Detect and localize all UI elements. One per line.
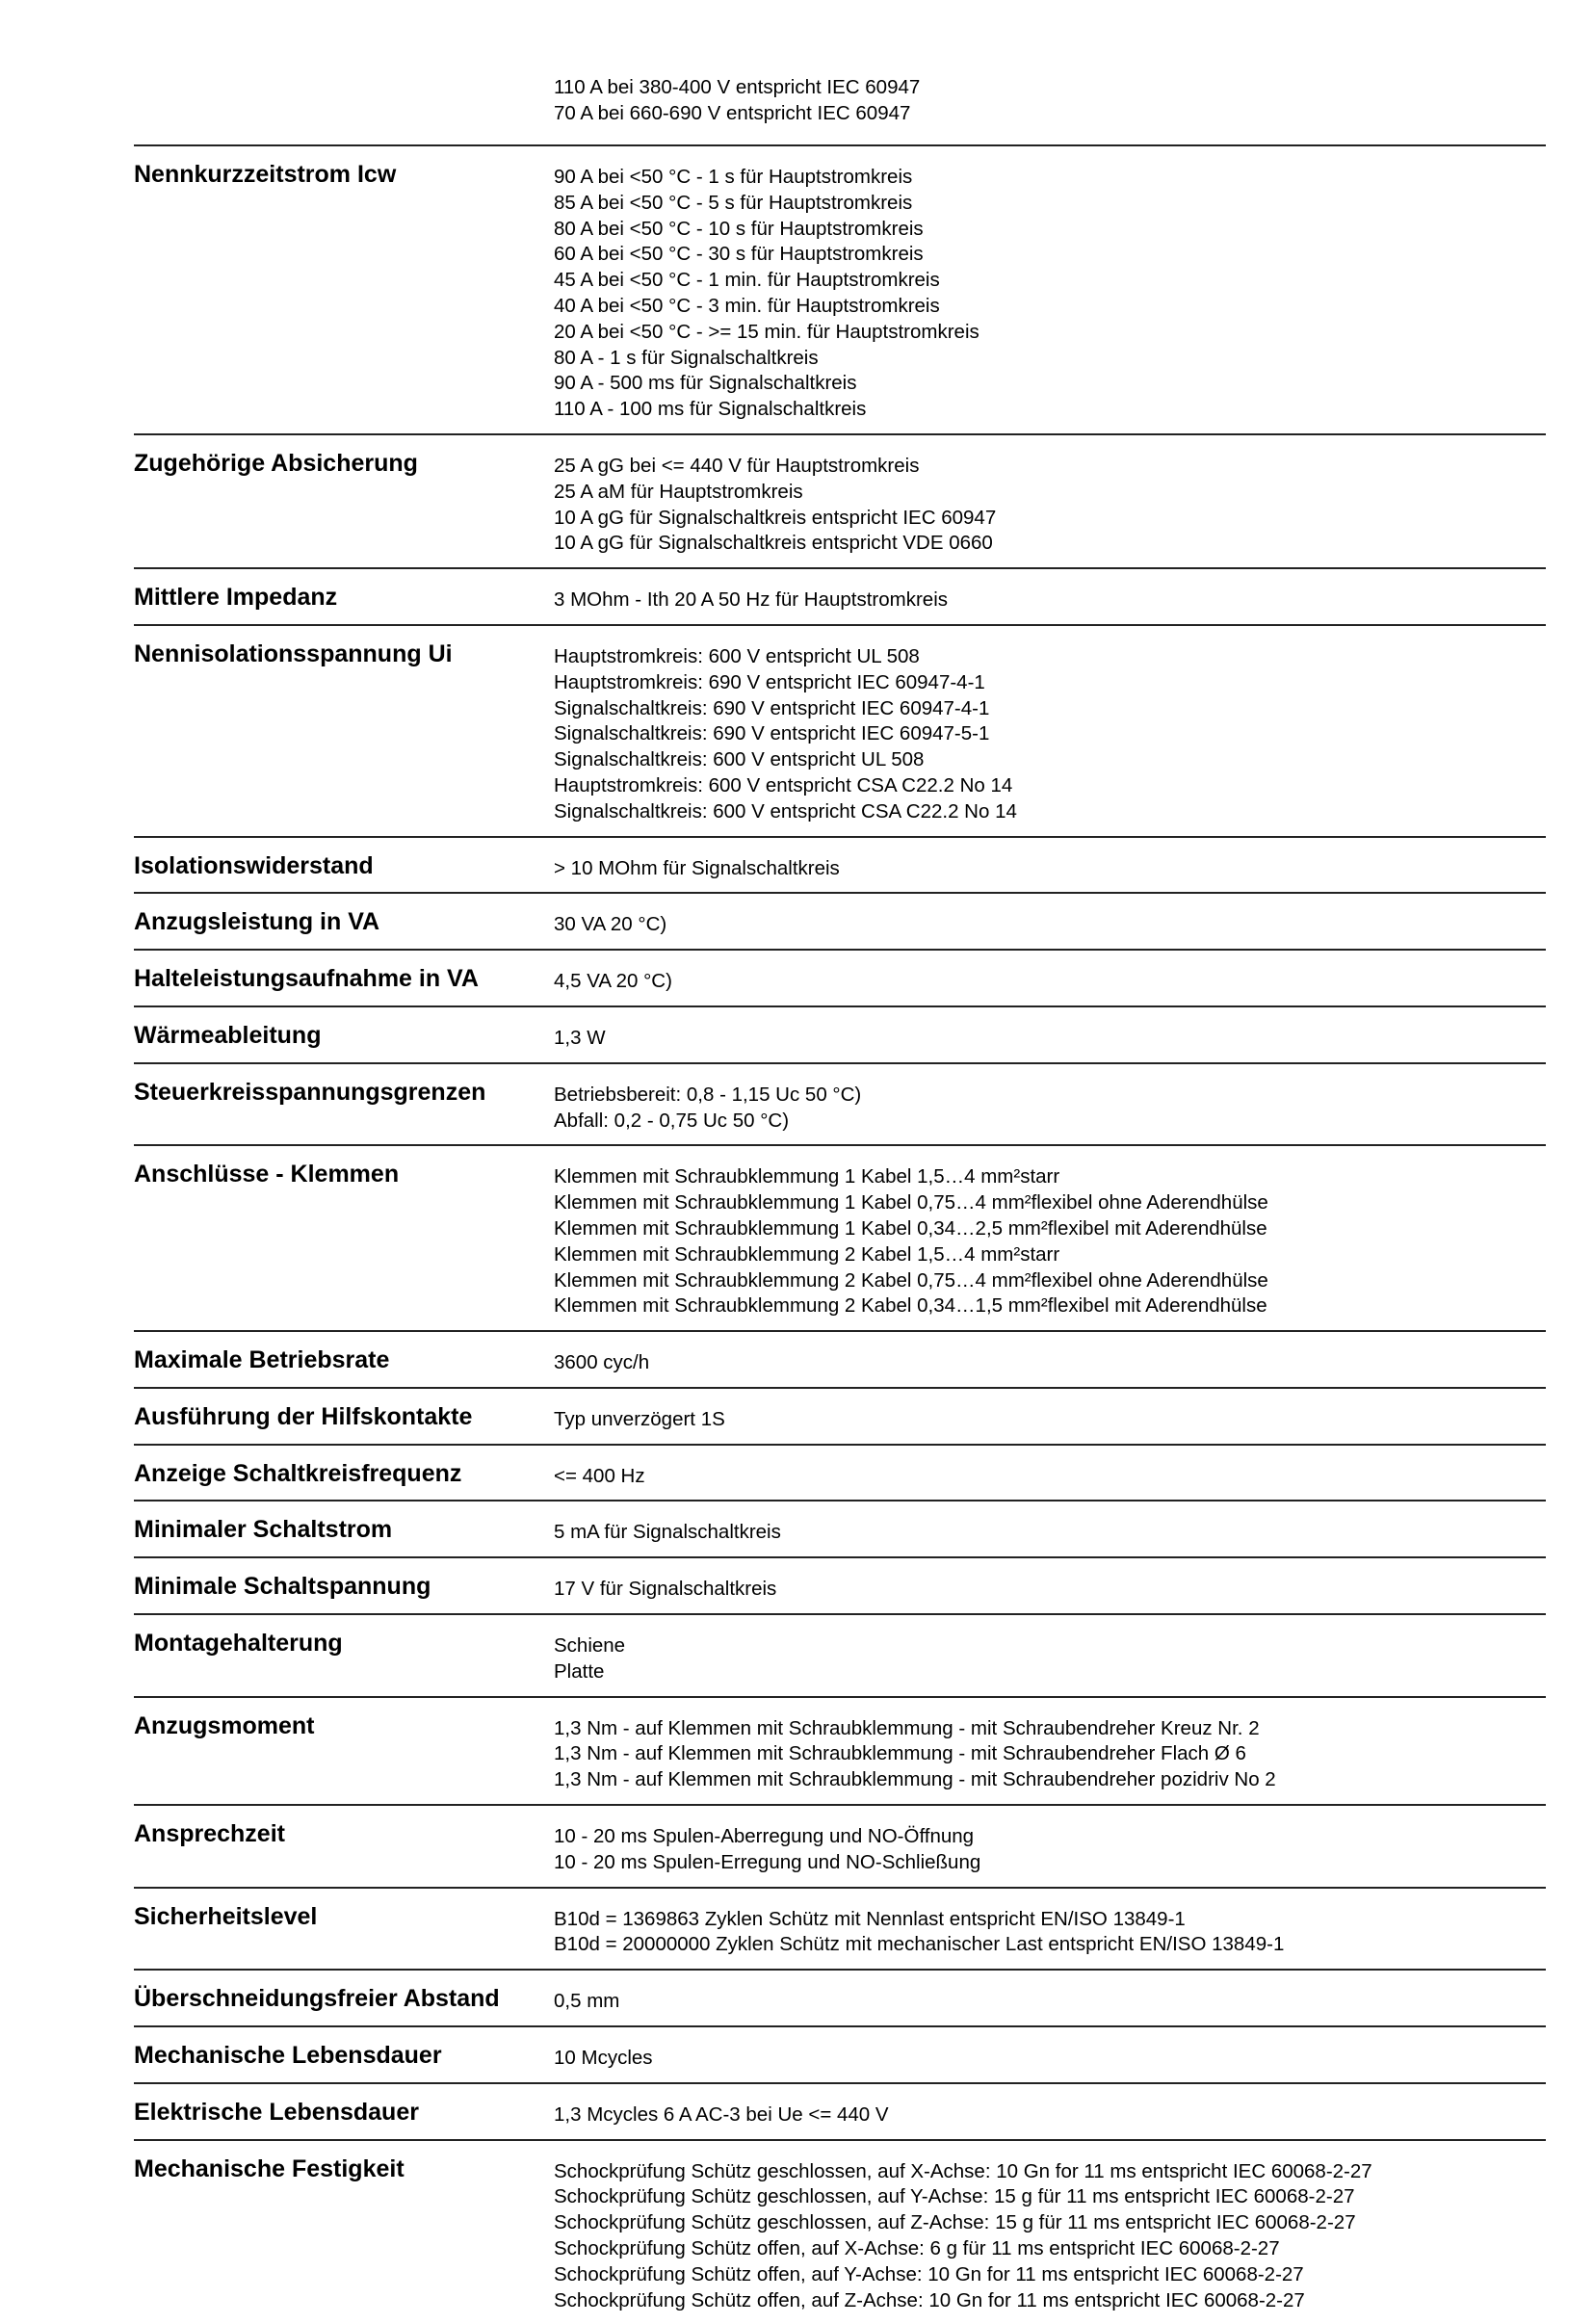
spec-label: Anzugsmoment bbox=[134, 1711, 315, 1739]
spec-value-line: 90 A bei <50 °C - 1 s für Hauptstromkreis bbox=[554, 166, 913, 188]
spec-values bbox=[554, 1402, 1546, 1433]
spec-value-line: Signalschaltkreis: 600 V entspricht CSA C22.2 No 14 bbox=[554, 799, 1017, 823]
spec-values bbox=[554, 449, 1546, 557]
spec-value-line: 60 A bei <50 °C - 30 s für Hauptstromkreis bbox=[554, 243, 924, 266]
spec-label: Isolationswiderstand bbox=[134, 851, 374, 879]
spec-row bbox=[134, 1005, 1546, 1062]
spec-value-line: 17 V für Signalschaltkreis bbox=[554, 1578, 777, 1601]
spec-value-line: 110 A - 100 ms für Signalschaltkreis bbox=[554, 398, 867, 421]
intro-line: 110 A bei 380-400 V entspricht IEC 60947 bbox=[554, 76, 921, 98]
spec-value-line: Signalschaltkreis: 690 V entspricht IEC 60947-5-1 bbox=[554, 722, 990, 745]
spec-value-line: 80 A bei <50 °C - 10 s für Hauptstromkreis bbox=[554, 217, 924, 240]
spec-row bbox=[134, 1969, 1546, 2025]
spec-value-line: 30 VA 20 °C) bbox=[554, 913, 667, 936]
spec-values bbox=[554, 160, 1546, 423]
spec-value-line: Signalschaltkreis: 690 V entspricht IEC 60947-4-1 bbox=[554, 696, 990, 719]
spec-row bbox=[134, 2025, 1546, 2082]
spec-values bbox=[554, 964, 1546, 995]
spec-row bbox=[134, 1613, 1546, 1696]
spec-value-line: Hauptstromkreis: 600 V entspricht CSA C22.2 No 14 bbox=[554, 773, 1013, 796]
spec-row bbox=[134, 1330, 1546, 1387]
spec-row bbox=[134, 1387, 1546, 1444]
spec-label: Mittlere Impedanz bbox=[134, 584, 338, 612]
spec-row bbox=[134, 892, 1546, 949]
spec-values bbox=[554, 2154, 1546, 2314]
spec-value-line: 10 A gG für Signalschaltkreis entspricht IEC 60947 bbox=[554, 506, 997, 529]
spec-value-line: Klemmen mit Schraubklemmung 1 Kabel 0,75…4 mm²flexibel ohne Aderendhülse bbox=[554, 1191, 1268, 1214]
spec-value-line: 1,3 Nm - auf Klemmen mit Schraubklemmung - mit Schraubendreher Kreuz Nr. 2 bbox=[554, 1716, 1260, 1739]
spec-row bbox=[134, 2139, 1546, 2324]
spec-value-line: 40 A bei <50 °C - 3 min. für Hauptstromkreis bbox=[554, 294, 940, 317]
spec-value-line: 10 A gG für Signalschaltkreis entspricht VDE 0660 bbox=[554, 532, 993, 555]
spec-values bbox=[554, 1078, 1546, 1135]
spec-label: Sicherheitslevel bbox=[134, 1902, 318, 1930]
spec-label: Nennkurzzeitstrom Icw bbox=[134, 161, 397, 188]
spec-value-line: 10 Mcycles bbox=[554, 2047, 653, 2070]
spec-label: Minimaler Schaltstrom bbox=[134, 1516, 393, 1544]
spec-label: Ausführung der Hilfskontakte bbox=[134, 1402, 473, 1430]
spec-row bbox=[134, 1062, 1546, 1145]
spec-value-line: 80 A - 1 s für Signalschaltkreis bbox=[554, 346, 819, 369]
spec-row bbox=[134, 567, 1546, 624]
spec-value-line: Schockprüfung Schütz offen, auf X-Achse: 6 g für 11 ms entspricht IEC 60068-2-27 bbox=[554, 2237, 1280, 2260]
spec-value-line: Schockprüfung Schütz offen, auf Z-Achse: 10 Gn for 11 ms entspricht IEC 60068-2-27 bbox=[554, 2288, 1305, 2311]
spec-values bbox=[554, 1021, 1546, 1052]
spec-value-line: 10 - 20 ms Spulen-Aberregung und NO-Öffnung bbox=[554, 1825, 975, 1848]
spec-value-line: 3600 cyc/h bbox=[554, 1351, 650, 1374]
spec-value-line: Klemmen mit Schraubklemmung 1 Kabel 0,34…2,5 mm²flexibel mit Aderendhülse bbox=[554, 1216, 1267, 1240]
spec-values bbox=[554, 2041, 1546, 2072]
spec-values bbox=[554, 1572, 1546, 1603]
intro-values bbox=[554, 75, 1546, 127]
spec-value-line: 90 A - 500 ms für Signalschaltkreis bbox=[554, 372, 857, 395]
spec-value-line: Schockprüfung Schütz geschlossen, auf Y-Achse: 15 g für 11 ms entspricht IEC 60068-2-27 bbox=[554, 2185, 1355, 2208]
spec-value-line: Signalschaltkreis: 600 V entspricht UL 508 bbox=[554, 748, 925, 771]
spec-values bbox=[554, 1711, 1546, 1793]
spec-value-line: Abfall: 0,2 - 0,75 Uc 50 °C) bbox=[554, 1109, 790, 1132]
spec-value-line: B10d = 1369863 Zyklen Schütz mit Nennlast entspricht EN/ISO 13849-1 bbox=[554, 1907, 1186, 1930]
spec-value-line: Schiene bbox=[554, 1634, 626, 1658]
spec-value-line: Typ unverzögert 1S bbox=[554, 1407, 725, 1430]
spec-value-line: Klemmen mit Schraubklemmung 1 Kabel 1,5…4 mm²starr bbox=[554, 1165, 1060, 1188]
spec-row bbox=[134, 1804, 1546, 1887]
spec-values bbox=[554, 1515, 1546, 1546]
spec-values bbox=[554, 1459, 1546, 1490]
spec-row bbox=[134, 624, 1546, 836]
spec-label: Überschneidungsfreier Abstand bbox=[134, 1985, 500, 2013]
spec-row bbox=[134, 836, 1546, 893]
spec-row bbox=[134, 949, 1546, 1005]
spec-label: Mechanische Lebensdauer bbox=[134, 2042, 442, 2070]
spec-value-line: 3 MOhm - Ith 20 A 50 Hz für Hauptstromkreis bbox=[554, 588, 949, 612]
spec-label: Anzugsleistung in VA bbox=[134, 908, 380, 936]
spec-row bbox=[134, 1144, 1546, 1330]
spec-label: Elektrische Lebensdauer bbox=[134, 2098, 419, 2126]
spec-value-line: 5 mA für Signalschaltkreis bbox=[554, 1521, 781, 1544]
spec-value-line: Klemmen mit Schraubklemmung 2 Kabel 1,5…4 mm²starr bbox=[554, 1242, 1060, 1266]
spec-value-line: B10d = 20000000 Zyklen Schütz mit mechanischer Last entspricht EN/ISO 13849-1 bbox=[554, 1933, 1285, 1956]
spec-label: Mechanische Festigkeit bbox=[134, 2154, 405, 2182]
spec-value-line: 4,5 VA 20 °C) bbox=[554, 970, 672, 993]
spec-value-line: <= 400 Hz bbox=[554, 1464, 645, 1487]
spec-label: Anzeige Schaltkreisfrequenz bbox=[134, 1459, 462, 1487]
spec-row bbox=[134, 1887, 1546, 1970]
spec-values bbox=[554, 851, 1546, 882]
intro-line: 70 A bei 660-690 V entspricht IEC 60947 bbox=[554, 101, 911, 124]
spec-label: Steuerkreisspannungsgrenzen bbox=[134, 1078, 486, 1106]
spec-value-line: 20 A bei <50 °C - >= 15 min. für Hauptstromkreis bbox=[554, 320, 979, 343]
spec-value-line: 1,3 W bbox=[554, 1026, 606, 1049]
spec-values bbox=[554, 2098, 1546, 2128]
spec-values bbox=[554, 907, 1546, 938]
spec-value-line: Klemmen mit Schraubklemmung 2 Kabel 0,34…1,5 mm²flexibel mit Aderendhülse bbox=[554, 1294, 1267, 1318]
spec-label: Zugehörige Absicherung bbox=[134, 449, 418, 477]
spec-value-line: 1,3 Nm - auf Klemmen mit Schraubklemmung - mit Schraubendreher Flach Ø 6 bbox=[554, 1742, 1246, 1765]
spec-value-line: 0,5 mm bbox=[554, 1990, 620, 2013]
spec-row bbox=[134, 144, 1546, 433]
spec-label: Montagehalterung bbox=[134, 1630, 343, 1658]
spec-row bbox=[134, 1444, 1546, 1501]
spec-label: Nennisolationsspannung Ui bbox=[134, 640, 453, 667]
spec-values bbox=[554, 1902, 1546, 1959]
spec-label: Minimale Schaltspannung bbox=[134, 1573, 431, 1601]
spec-value-line: Schockprüfung Schütz geschlossen, auf Z-Achse: 15 g für 11 ms entspricht IEC 60068-2-27 bbox=[554, 2211, 1356, 2234]
spec-value-line: 25 A gG bei <= 440 V für Hauptstromkreis bbox=[554, 454, 920, 477]
spec-values bbox=[554, 1160, 1546, 1319]
spec-value-line: 1,3 Mcycles 6 A AC-3 bei Ue <= 440 V bbox=[554, 2102, 889, 2126]
spec-value-line: 45 A bei <50 °C - 1 min. für Hauptstromkreis bbox=[554, 269, 940, 292]
spec-values bbox=[554, 1984, 1546, 2015]
spec-value-line: > 10 MOhm für Signalschaltkreis bbox=[554, 856, 840, 879]
spec-row bbox=[134, 433, 1546, 567]
spec-value-line: 1,3 Nm - auf Klemmen mit Schraubklemmung - mit Schraubendreher pozidriv No 2 bbox=[554, 1768, 1276, 1791]
spec-label: Wärmeableitung bbox=[134, 1021, 322, 1049]
spec-value-line: Platte bbox=[554, 1659, 605, 1683]
spec-values bbox=[554, 1629, 1546, 1685]
spec-value-line: Betriebsbereit: 0,8 - 1,15 Uc 50 °C) bbox=[554, 1083, 862, 1106]
spec-row bbox=[134, 1500, 1546, 1556]
spec-label: Anschlüsse - Klemmen bbox=[134, 1161, 400, 1188]
spec-row bbox=[134, 2082, 1546, 2139]
spec-value-line: Schockprüfung Schütz offen, auf Y-Achse: 10 Gn for 11 ms entspricht IEC 60068-2-27 bbox=[554, 2262, 1304, 2285]
spec-value-line: 10 - 20 ms Spulen-Erregung und NO-Schließung bbox=[554, 1850, 981, 1873]
spec-values bbox=[554, 1819, 1546, 1876]
spec-label: Halteleistungsaufnahme in VA bbox=[134, 965, 479, 993]
spec-table bbox=[134, 144, 1546, 2324]
spec-row bbox=[134, 1556, 1546, 1613]
spec-label: Ansprechzeit bbox=[134, 1820, 285, 1848]
spec-row bbox=[134, 1696, 1546, 1804]
spec-value-line: 85 A bei <50 °C - 5 s für Hauptstromkreis bbox=[554, 191, 913, 214]
spec-value-line: Hauptstromkreis: 690 V entspricht IEC 60947-4-1 bbox=[554, 670, 985, 693]
spec-value-line: 25 A aM für Hauptstromkreis bbox=[554, 480, 803, 503]
spec-label: Maximale Betriebsrate bbox=[134, 1346, 390, 1374]
spec-value-line: Hauptstromkreis: 600 V entspricht UL 508 bbox=[554, 644, 920, 667]
spec-value-line: Klemmen mit Schraubklemmung 2 Kabel 0,75…4 mm²flexibel ohne Aderendhülse bbox=[554, 1268, 1268, 1292]
spec-values bbox=[554, 583, 1546, 614]
spec-value-line: Schockprüfung Schütz geschlossen, auf X-Achse: 10 Gn for 11 ms entspricht IEC 60068-2-27 bbox=[554, 2159, 1372, 2182]
spec-values bbox=[554, 640, 1546, 825]
spec-values bbox=[554, 1345, 1546, 1376]
